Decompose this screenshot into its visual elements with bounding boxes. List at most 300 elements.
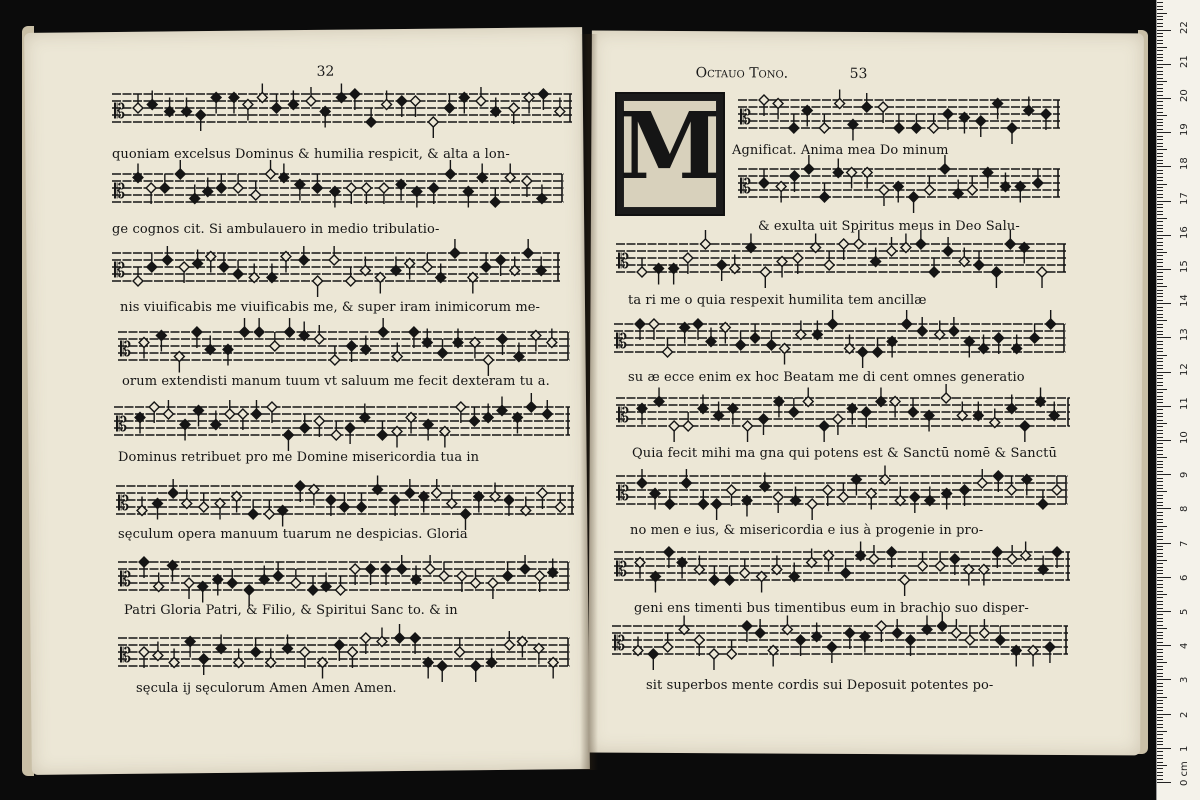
clef-icon: 𝄡 bbox=[114, 179, 126, 203]
ruler-tick bbox=[1157, 604, 1163, 605]
note-icon bbox=[410, 633, 420, 654]
ruler-tick bbox=[1157, 625, 1163, 626]
note-icon bbox=[160, 174, 170, 193]
ruler-tick bbox=[1157, 201, 1171, 202]
clef-icon: 𝄡 bbox=[116, 412, 128, 436]
ruler-tick bbox=[1157, 556, 1163, 557]
note-icon bbox=[199, 654, 209, 675]
note-icon bbox=[405, 479, 415, 498]
note-icon bbox=[964, 565, 974, 586]
note-icon bbox=[361, 633, 371, 654]
note-icon bbox=[860, 632, 870, 653]
left-staff-8 bbox=[118, 634, 570, 674]
clef-icon: 𝄡 bbox=[114, 258, 126, 282]
ruler-tick bbox=[1157, 166, 1171, 167]
note-icon bbox=[381, 564, 391, 585]
note-icon bbox=[979, 619, 989, 638]
ruler-tick bbox=[1157, 618, 1163, 619]
ruler-tick bbox=[1157, 245, 1163, 246]
ruler-tick bbox=[1157, 498, 1163, 499]
clef-icon: 𝄡 bbox=[616, 557, 628, 581]
note-icon bbox=[683, 253, 693, 274]
note-icon bbox=[1007, 476, 1017, 495]
right-lyric-5: Quia fecit mihi ma gna qui potens est & Sanctū nomē & Sanctū bbox=[632, 446, 1057, 461]
clef-icon: 𝄡 bbox=[120, 643, 132, 667]
ruler-tick bbox=[1157, 703, 1163, 704]
ruler-number: 2 bbox=[1179, 711, 1190, 718]
note-icon bbox=[168, 479, 178, 498]
ruler-tick bbox=[1157, 180, 1163, 181]
note-icon bbox=[419, 492, 429, 513]
left-lyric-5: Dominus retribuet pro me Domine misericordia tua in bbox=[118, 450, 480, 465]
note-icon bbox=[163, 400, 173, 419]
ruler-tick bbox=[1157, 266, 1163, 267]
note-icon bbox=[457, 571, 467, 592]
note-icon bbox=[233, 260, 243, 279]
note-icon bbox=[251, 181, 261, 200]
ruler-tick bbox=[1157, 546, 1163, 547]
ruler-tick bbox=[1157, 457, 1167, 458]
ruler-tick bbox=[1157, 317, 1163, 318]
right-lyric-4: su æ ecce enim ex hoc Beatam me di cent omnes generatio bbox=[628, 370, 1025, 385]
note-icon bbox=[350, 564, 360, 585]
ruler-tick bbox=[1157, 26, 1163, 27]
note-icon bbox=[229, 93, 239, 114]
note-icon bbox=[935, 552, 945, 571]
note-icon bbox=[726, 485, 736, 506]
note-icon bbox=[847, 404, 857, 425]
note-icon bbox=[498, 334, 508, 355]
note-icon bbox=[736, 331, 746, 350]
ruler-tick bbox=[1157, 136, 1163, 137]
note-icon bbox=[496, 255, 506, 276]
note-icon bbox=[960, 113, 970, 134]
ruler-tick bbox=[1157, 279, 1163, 280]
ruler-tick bbox=[1157, 74, 1163, 75]
note-icon bbox=[306, 87, 316, 106]
note-icon bbox=[339, 493, 349, 512]
ruler-tick bbox=[1157, 88, 1163, 89]
note-icon bbox=[456, 402, 466, 423]
note-icon bbox=[750, 324, 760, 343]
ruler-tick bbox=[1157, 341, 1163, 342]
note-icon bbox=[139, 557, 149, 578]
note-icon bbox=[438, 339, 448, 358]
note-icon bbox=[717, 260, 727, 281]
ruler-tick bbox=[1157, 184, 1167, 185]
ruler-tick bbox=[1157, 652, 1163, 653]
note-icon bbox=[649, 319, 659, 340]
ruler-tick bbox=[1157, 207, 1163, 208]
clef-icon: 𝄡 bbox=[118, 491, 130, 515]
ruler-tick bbox=[1157, 40, 1163, 41]
note-icon bbox=[537, 488, 547, 509]
note-icon bbox=[504, 495, 514, 516]
ruler-tick bbox=[1157, 768, 1163, 769]
ruler-number: 0 cm bbox=[1179, 761, 1190, 786]
ruler-tick bbox=[1157, 13, 1167, 14]
note-icon bbox=[133, 267, 143, 286]
ruler-tick bbox=[1157, 132, 1171, 133]
ruler-tick bbox=[1157, 211, 1163, 212]
ruler-tick bbox=[1157, 488, 1163, 489]
ruler-tick bbox=[1157, 78, 1163, 79]
ruler-tick bbox=[1157, 437, 1163, 438]
left-lyric-2: ge cognos cit. Si ambulauero in medio tribulatio- bbox=[112, 222, 440, 237]
ruler-number: 21 bbox=[1179, 55, 1190, 68]
ruler-tick bbox=[1157, 635, 1163, 636]
ruler-tick bbox=[1157, 337, 1171, 338]
ruler-tick bbox=[1157, 662, 1167, 663]
ruler-tick bbox=[1157, 758, 1163, 759]
right-lyric-3: ta ri me o quia respexit humilita tem ancillæ bbox=[628, 293, 927, 308]
note-icon bbox=[637, 469, 647, 488]
note-icon bbox=[522, 176, 532, 197]
ruler-tick bbox=[1157, 577, 1171, 578]
ruler-tick bbox=[1157, 30, 1171, 31]
clef-icon: 𝄡 bbox=[120, 337, 132, 361]
note-icon bbox=[862, 168, 872, 189]
note-icon bbox=[1022, 475, 1032, 496]
note-icon bbox=[796, 635, 806, 656]
ruler-tick bbox=[1157, 529, 1163, 530]
ruler-tick bbox=[1157, 331, 1163, 332]
note-icon bbox=[308, 576, 318, 595]
ruler-tick bbox=[1157, 519, 1163, 520]
ruler-tick bbox=[1157, 573, 1163, 574]
note-icon bbox=[725, 566, 735, 585]
note-icon bbox=[331, 421, 341, 440]
ruler-tick bbox=[1157, 505, 1163, 506]
note-icon bbox=[488, 578, 498, 599]
ruler-tick bbox=[1157, 396, 1163, 397]
note-icon bbox=[951, 619, 961, 638]
note-icon bbox=[168, 561, 178, 582]
note-icon bbox=[665, 490, 675, 509]
note-icon bbox=[766, 331, 776, 350]
ruler-tick bbox=[1157, 697, 1167, 698]
ruler-tick bbox=[1157, 508, 1171, 509]
clef-icon: 𝄡 bbox=[618, 249, 630, 273]
ruler-tick bbox=[1157, 344, 1163, 345]
ruler-tick bbox=[1157, 125, 1163, 126]
ruler-tick bbox=[1157, 255, 1163, 256]
note-icon bbox=[162, 246, 172, 265]
ruler-tick bbox=[1157, 314, 1163, 315]
book-gutter bbox=[580, 34, 598, 770]
note-icon bbox=[273, 562, 283, 581]
note-icon bbox=[773, 492, 783, 513]
ruler-tick bbox=[1157, 727, 1163, 728]
ruler-tick bbox=[1157, 392, 1163, 393]
note-icon bbox=[887, 337, 897, 358]
note-icon bbox=[309, 485, 319, 506]
note-icon bbox=[892, 619, 902, 638]
note-icon bbox=[1041, 109, 1051, 130]
note-icon bbox=[238, 409, 248, 430]
note-icon bbox=[820, 183, 830, 202]
note-icon bbox=[887, 547, 897, 568]
ruler-number: 22 bbox=[1179, 20, 1190, 34]
ruler-tick bbox=[1157, 608, 1163, 609]
note-icon bbox=[635, 319, 645, 340]
right-staff-5 bbox=[616, 394, 1070, 434]
ruler-tick bbox=[1157, 734, 1163, 735]
note-icon bbox=[397, 96, 407, 117]
ruler-tick bbox=[1157, 389, 1167, 390]
ruler-tick bbox=[1157, 23, 1163, 24]
clef-icon: 𝄡 bbox=[618, 481, 630, 505]
note-icon bbox=[983, 168, 993, 189]
ruler-tick bbox=[1157, 515, 1163, 516]
note-icon bbox=[861, 407, 871, 428]
note-icon bbox=[535, 571, 545, 592]
ruler-tick bbox=[1157, 71, 1163, 72]
ruler-number: 6 bbox=[1179, 574, 1190, 581]
note-icon bbox=[425, 555, 435, 574]
note-icon bbox=[1038, 490, 1048, 509]
note-icon bbox=[728, 404, 738, 425]
clef-icon: 𝄡 bbox=[616, 329, 628, 353]
ruler-number: 17 bbox=[1179, 191, 1190, 205]
note-icon bbox=[949, 317, 959, 336]
note-icon bbox=[824, 251, 834, 270]
note-icon bbox=[179, 262, 189, 283]
note-icon bbox=[759, 95, 769, 116]
ruler-tick bbox=[1157, 744, 1163, 745]
ruler-tick bbox=[1157, 303, 1171, 304]
ruler-tick bbox=[1157, 765, 1167, 766]
ruler-tick bbox=[1157, 310, 1163, 311]
ruler-tick bbox=[1157, 632, 1163, 633]
ruler-tick bbox=[1157, 84, 1163, 85]
ruler-tick bbox=[1157, 594, 1167, 595]
ruler-tick bbox=[1157, 19, 1163, 20]
note-icon bbox=[793, 253, 803, 274]
left-lyric-3: nis viuificabis me viuificabis me, & super iram inimicorum me- bbox=[120, 300, 541, 315]
ruler-tick bbox=[1157, 755, 1163, 756]
note-icon bbox=[637, 404, 647, 425]
note-icon bbox=[924, 176, 934, 195]
ruler-tick bbox=[1157, 351, 1163, 352]
ruler-tick bbox=[1157, 67, 1163, 68]
ruler-tick bbox=[1157, 779, 1163, 780]
ruler-tick bbox=[1157, 173, 1163, 174]
ruler-tick bbox=[1157, 64, 1171, 65]
ruler-tick bbox=[1157, 495, 1163, 496]
note-icon bbox=[139, 338, 149, 359]
note-icon bbox=[267, 402, 277, 423]
note-icon bbox=[851, 475, 861, 496]
note-icon bbox=[312, 174, 322, 193]
note-icon bbox=[942, 489, 952, 510]
note-icon bbox=[336, 576, 346, 595]
note-icon bbox=[412, 187, 422, 208]
ruler-tick bbox=[1157, 673, 1163, 674]
ruler-tick bbox=[1157, 269, 1171, 270]
note-icon bbox=[320, 107, 330, 128]
left-lyric-6: sęculum opera manuum tuarum ne despicias. Gloria bbox=[118, 527, 468, 542]
note-icon bbox=[326, 495, 336, 516]
note-icon bbox=[866, 489, 876, 510]
ruler-tick bbox=[1157, 666, 1163, 667]
right-staff-4 bbox=[614, 320, 1066, 360]
ruler-tick bbox=[1157, 478, 1163, 479]
note-icon bbox=[790, 171, 800, 192]
measuring-ruler bbox=[1156, 0, 1200, 800]
note-icon bbox=[291, 569, 301, 588]
note-icon bbox=[345, 423, 355, 444]
note-icon bbox=[994, 333, 1004, 354]
note-icon bbox=[346, 183, 356, 204]
note-icon bbox=[894, 114, 904, 133]
note-icon bbox=[503, 562, 513, 581]
note-icon bbox=[776, 182, 786, 203]
note-icon bbox=[361, 183, 371, 204]
note-icon bbox=[409, 327, 419, 348]
clef-icon: 𝄡 bbox=[114, 99, 126, 123]
note-icon bbox=[1030, 324, 1040, 343]
ruler-tick bbox=[1157, 112, 1163, 113]
note-icon bbox=[965, 626, 975, 645]
note-icon bbox=[720, 323, 730, 344]
ruler-tick bbox=[1157, 95, 1163, 96]
ruler-tick bbox=[1157, 399, 1163, 400]
note-icon bbox=[777, 257, 787, 278]
note-icon bbox=[977, 469, 987, 488]
ruler-tick bbox=[1157, 782, 1171, 783]
ruler-tick bbox=[1157, 283, 1163, 284]
note-icon bbox=[199, 493, 209, 512]
ruler-tick bbox=[1157, 231, 1163, 232]
left-lyric-4: orum extendisti manum tuum vt saluum me fecit dexteram tu a. bbox=[122, 374, 550, 389]
ruler-tick bbox=[1157, 382, 1163, 383]
ruler-tick bbox=[1157, 36, 1163, 37]
ruler-tick bbox=[1157, 532, 1163, 533]
ruler-number: 16 bbox=[1179, 226, 1190, 239]
note-icon bbox=[314, 416, 324, 437]
note-icon bbox=[185, 637, 195, 658]
ruler-number: 20 bbox=[1179, 89, 1190, 102]
ruler-tick bbox=[1157, 676, 1163, 677]
ruler-tick bbox=[1157, 361, 1163, 362]
note-icon bbox=[329, 246, 339, 265]
note-icon bbox=[149, 402, 159, 423]
note-icon bbox=[377, 421, 387, 440]
note-icon bbox=[243, 100, 253, 121]
ruler-tick bbox=[1157, 502, 1163, 503]
ruler-tick bbox=[1157, 560, 1167, 561]
note-icon bbox=[390, 495, 400, 516]
note-icon bbox=[459, 93, 469, 114]
note-icon bbox=[693, 319, 703, 340]
note-icon bbox=[469, 407, 479, 426]
ruler-tick bbox=[1157, 621, 1163, 622]
note-icon bbox=[295, 180, 305, 201]
ruler-tick bbox=[1157, 286, 1167, 287]
ruler-tick bbox=[1157, 748, 1171, 749]
note-icon bbox=[396, 180, 406, 201]
ruler-tick bbox=[1157, 262, 1163, 263]
note-icon bbox=[251, 638, 261, 657]
note-icon bbox=[504, 631, 514, 650]
note-icon bbox=[180, 420, 190, 441]
note-icon bbox=[773, 99, 783, 120]
note-icon bbox=[789, 114, 799, 133]
ruler-tick bbox=[1157, 43, 1163, 44]
note-icon bbox=[683, 412, 693, 431]
note-icon bbox=[366, 108, 376, 127]
left-staff-2 bbox=[112, 170, 564, 210]
right-lyric-6: no men e ius, & misericordia e ius à progenie in pro- bbox=[630, 523, 984, 538]
ruler-tick bbox=[1157, 751, 1163, 752]
note-icon bbox=[445, 94, 455, 113]
note-icon bbox=[223, 345, 233, 366]
ruler-tick bbox=[1157, 443, 1163, 444]
ruler-tick bbox=[1157, 327, 1163, 328]
note-icon bbox=[650, 489, 660, 510]
ruler-tick bbox=[1157, 485, 1163, 486]
note-icon bbox=[1007, 545, 1017, 564]
ruler-tick bbox=[1157, 47, 1167, 48]
note-icon bbox=[908, 398, 918, 417]
right-staff-7 bbox=[614, 548, 1070, 588]
left-staff-6 bbox=[116, 482, 574, 522]
ruler-tick bbox=[1157, 601, 1163, 602]
note-icon bbox=[887, 237, 897, 256]
ruler-tick bbox=[1157, 543, 1171, 544]
ruler-tick bbox=[1157, 638, 1163, 639]
note-icon bbox=[833, 414, 843, 435]
ruler-tick bbox=[1157, 177, 1163, 178]
ruler-tick bbox=[1157, 6, 1163, 7]
ruler-number: 18 bbox=[1179, 157, 1190, 171]
ruler-tick bbox=[1157, 700, 1163, 701]
ruler-tick bbox=[1157, 235, 1171, 236]
note-icon bbox=[950, 554, 960, 575]
ruler-tick bbox=[1157, 642, 1163, 643]
ruler-tick bbox=[1157, 2, 1163, 3]
note-icon bbox=[520, 555, 530, 574]
ruler-tick bbox=[1157, 320, 1167, 321]
note-icon bbox=[929, 258, 939, 277]
ruler-tick bbox=[1157, 597, 1163, 598]
note-icon bbox=[964, 337, 974, 358]
note-icon bbox=[845, 628, 855, 649]
running-head: Octauo Tono. bbox=[695, 65, 789, 82]
clef-icon: 𝄡 bbox=[614, 631, 626, 655]
ruler-tick bbox=[1157, 375, 1163, 376]
ruler-tick bbox=[1157, 368, 1163, 369]
note-icon bbox=[272, 94, 282, 113]
ruler-tick bbox=[1157, 187, 1163, 188]
left-staff-4 bbox=[118, 328, 570, 368]
ruler-tick bbox=[1157, 290, 1163, 291]
ruler-number: 12 bbox=[1179, 362, 1190, 376]
ruler-tick bbox=[1157, 149, 1167, 150]
ruler-tick bbox=[1157, 731, 1167, 732]
note-icon bbox=[847, 168, 857, 189]
note-icon bbox=[974, 251, 984, 270]
note-icon bbox=[924, 411, 934, 432]
note-icon bbox=[248, 500, 258, 519]
ruler-tick bbox=[1157, 563, 1163, 564]
ruler-tick bbox=[1157, 567, 1163, 568]
note-icon bbox=[366, 564, 376, 585]
ruler-tick bbox=[1157, 720, 1163, 721]
ruler-tick bbox=[1157, 659, 1163, 660]
ruler-tick bbox=[1157, 355, 1167, 356]
